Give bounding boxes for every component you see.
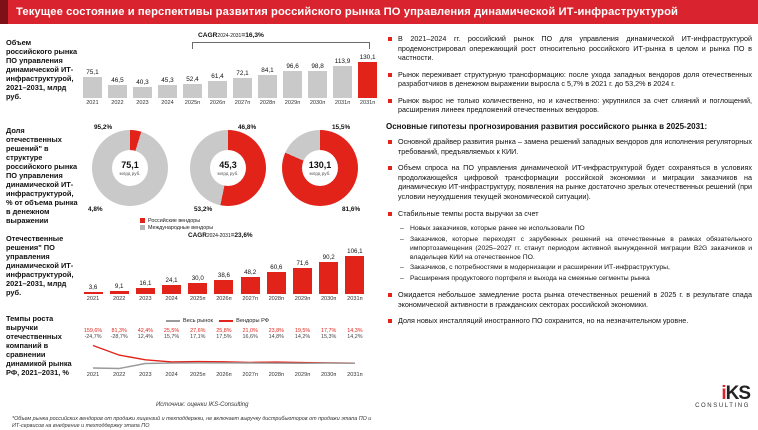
domestic-share-donuts [82, 122, 378, 232]
bar-series-domestic [82, 244, 378, 294]
bar-value: 60,6 [270, 264, 283, 272]
x-tick: 2031п [347, 372, 363, 378]
growth-svg [82, 344, 378, 370]
legend-label-market: Весь рынок [183, 318, 213, 324]
bar [108, 85, 127, 98]
bar-value: 48,2 [244, 268, 257, 276]
bar [183, 84, 202, 98]
growth-value-ru: 81,3% [111, 328, 127, 334]
growth-value-market: 15,3% [321, 334, 337, 340]
bar [293, 268, 312, 294]
bar-column [161, 244, 183, 294]
x-tick: 2027п [234, 100, 251, 106]
bar-value: 72,1 [236, 70, 249, 78]
bar-column [187, 244, 209, 294]
bar-value: 61,4 [211, 73, 224, 81]
growth-value-market: -28,7% [110, 334, 128, 340]
donut-2024-value: 45,3 [219, 159, 237, 170]
bar-value: 84,1 [261, 66, 274, 74]
bar [208, 81, 227, 98]
bar-value: 45,3 [161, 77, 174, 85]
bar-column [344, 244, 366, 294]
growth-value-ru: 42,4% [137, 328, 154, 334]
bar [84, 292, 103, 294]
page-title: Текущее состояние и перспективы развития российского рынка ПО управления динамической ИТ-инфраструктурой [16, 6, 679, 18]
x-tick: 2021 [86, 372, 100, 378]
x-tick: 2021 [86, 100, 99, 106]
x-tick: 2031п [347, 296, 363, 302]
logo-ks: KS [725, 383, 750, 404]
x-axis-market [82, 100, 378, 106]
bar-value: 16,1 [139, 280, 152, 288]
x-tick: 2022 [112, 372, 126, 378]
bar [241, 277, 260, 294]
bar [136, 288, 155, 294]
x-tick: 2029п [284, 100, 301, 106]
bullet-6: Стабильные темпы роста выручки за счет [386, 209, 752, 219]
legend-label-ru: Вендоры РФ [236, 318, 270, 324]
bar-column [318, 244, 340, 294]
bar-column [265, 244, 287, 294]
growth-lines-plot [82, 344, 378, 370]
x-tick: 2029п [294, 296, 311, 302]
legend-label-foreign: Международные вендоры [148, 225, 214, 232]
growth-value-market: 14,8% [268, 334, 284, 340]
legend-line-market [166, 320, 180, 322]
donut-2031-value: 130,1 [308, 159, 332, 170]
donut-2021 [88, 124, 180, 218]
bar [319, 262, 338, 294]
bar-value: 90,2 [322, 253, 335, 261]
bar-column [82, 50, 103, 98]
legend-swatch-foreign [140, 225, 145, 230]
bar [133, 87, 152, 98]
bar-value: 52,4 [186, 75, 199, 83]
bar [214, 280, 233, 294]
x-axis-growth [82, 372, 378, 378]
bar-column [307, 50, 328, 98]
logo [695, 383, 750, 409]
bar-value: 106,1 [347, 248, 363, 255]
bar-column [134, 244, 156, 294]
cagr-annotation-2: CAGR2024-2031=23,6% [188, 232, 253, 239]
growth-value-ru: 23,8% [268, 328, 284, 334]
bullet-5: Объем спроса на ПО управления динамической ИТ-инфраструктурой будет сохраняться в условиях продолжающейся цифровой трансформации российской экономики и миграции заказчиков на динамическую ИТ-инфраструктуру, появления на рынке достаточно зрелых отечественных решений (при условии неухудшения текущей экономической ситуации). [386, 163, 752, 201]
bullet-8: Доля новых инсталляций иностранного ПО сохранится, но на незначительном уровне. [386, 316, 752, 326]
cagr-brace-1 [192, 42, 370, 49]
bar-value: 71,6 [296, 260, 309, 268]
donut-2031-center [302, 150, 338, 186]
bar-value: 3,6 [88, 284, 98, 291]
x-tick: 2030п [320, 372, 337, 378]
x-tick: 2025п [190, 296, 206, 302]
right-text-column [386, 34, 752, 333]
x-tick: 2023 [139, 372, 152, 378]
bar-column [292, 244, 314, 294]
bar-value: 30,0 [191, 275, 204, 283]
x-tick: 2026п [216, 296, 232, 302]
x-tick: 2030п [320, 296, 337, 302]
header-accent-bar [0, 0, 8, 24]
logo-i: i [721, 383, 726, 404]
growth-value-market: 16,6% [242, 334, 258, 340]
x-tick: 2023 [136, 100, 149, 106]
bullet-2: Рынок переживает структурную трансформацию: после ухода западных вендоров доля отечественных разработчиков в денежном выражении выросла с 5,7% в 2021 г. до 53,2% в 2024 г. [386, 70, 752, 89]
label-market-volume: Объем российского рынка ПО управления динамической ИТ-инфраструктурой, 2021–2031, млрд руб. [6, 38, 78, 102]
growth-value-ru: 19,5% [294, 328, 311, 334]
sub-bullet-2: – Заказчиков, которые переходят с зарубежных решений на отечественные в рамках обязательного импортозамещения (2025–2027 гг. станут периодом активной вынужденной миграции B2G заказчиков и владельцев КИИ на отечественное ПО. [400, 236, 752, 262]
market-volume-bar-chart [82, 32, 378, 114]
x-tick: 2022 [112, 296, 126, 302]
donut-2024 [190, 124, 278, 218]
donut-2031-unit: млрд руб. [309, 170, 331, 176]
legend-line-ru [219, 320, 233, 322]
donut-legend [140, 218, 213, 233]
x-tick: 2022 [111, 100, 124, 106]
donut-2031 [282, 124, 370, 218]
sub-bullet-4: – Расширения продуктового портфеля и выхода на смежные сегменты рынка [400, 275, 752, 284]
growth-value-market: 17,1% [190, 334, 206, 340]
x-axis-domestic [82, 296, 378, 302]
bar [162, 285, 181, 294]
donut-2021-domestic-pct: 4,8% [88, 206, 103, 213]
label-domestic-share: Доля отечественных решений" в структуре российского рынка ПО управления динамической ИТ-инфраструктурой, % от объема рынка в денежном выражении [6, 126, 78, 226]
bar-value: 130,1 [359, 54, 376, 61]
growth-value-market: 12,4% [137, 334, 154, 340]
growth-value-market: 17,5% [216, 334, 232, 340]
x-tick: 2023 [139, 296, 152, 302]
bar [308, 71, 327, 98]
growth-row-market [82, 334, 378, 340]
donut-2021-value: 75,1 [121, 159, 139, 170]
bar [358, 62, 377, 98]
bar-column [357, 50, 378, 98]
growth-value-rows [82, 328, 378, 340]
growth-value-market: 15,7% [163, 334, 180, 340]
growth-value-market: 14,2% [294, 334, 311, 340]
logo-mark [695, 383, 750, 405]
bar-column [332, 50, 353, 98]
cagr-annotation-1: CAGR2024-2031=16,3% [198, 32, 264, 39]
donut-2024-unit: млрд руб. [217, 170, 239, 176]
bar-value: 113,9 [334, 58, 351, 66]
donut-2024-center [210, 150, 246, 186]
donut-2021-ring [92, 130, 168, 206]
bar [83, 77, 102, 98]
left-charts-column [6, 30, 378, 430]
growth-value-ru: 159,6% [83, 328, 103, 334]
x-tick: 2021 [86, 296, 100, 302]
bar-value: 46,5 [111, 77, 124, 85]
bullet-1: В 2021–2024 гг. российский рынок ПО для управления динамической ИТ-инфраструктурой продемонстрировал опережающий рост относительно российского ИТ-рынка в целом и рынка ПО в частности. [386, 34, 752, 63]
section-heading-hypotheses: Основные гипотезы прогнозирования развития российского рынка в 2025-2031: [386, 122, 708, 132]
bar-column [232, 50, 253, 98]
label-domestic-solutions: Отечественные решения" ПО управления динамической ИТ-инфраструктурой, 2021–2031, млрд руб. [6, 234, 74, 298]
x-tick: 2027п [242, 296, 258, 302]
bar-value: 98,8 [311, 62, 324, 70]
bar-column [257, 50, 278, 98]
growth-value-ru: 21,0% [242, 328, 258, 334]
donut-2031-domestic-pct: 81,6% [342, 206, 361, 213]
bar-column [282, 50, 303, 98]
bar [158, 85, 177, 98]
source-note: Источник: оценки IKS-Consulting [156, 402, 249, 408]
legend-swatch-domestic [140, 218, 145, 223]
x-tick: 2026п [216, 372, 232, 378]
growth-value-ru: 17,7% [321, 328, 337, 334]
bar-column [157, 50, 178, 98]
bullet-3: Рынок вырос не только количественно, но и качественно: укрупнился за счет слияний и поглощений, расширения линеек предложений отечественных вендоров. [386, 96, 752, 115]
x-tick: 2029п [294, 372, 311, 378]
bar-value: 40,3 [136, 78, 149, 86]
bar-column [82, 244, 104, 294]
growth-value-ru: 14,3% [347, 328, 363, 334]
bar [283, 71, 302, 98]
x-tick: 2030п [309, 100, 326, 106]
growth-value-market: 14,2% [347, 334, 363, 340]
x-tick: 2031п [359, 100, 376, 106]
bar [258, 75, 277, 98]
bar [233, 78, 252, 98]
growth-rate-chart [82, 318, 378, 384]
sub-bullet-1: – Новых заказчиков, которые ранее не использовали ПО [400, 225, 752, 234]
bar-value: 75,1 [86, 69, 99, 77]
bar-value: 24,1 [165, 277, 178, 285]
bar-column [207, 50, 228, 98]
x-tick: 2028п [259, 100, 276, 106]
legend-label-domestic: Российские вендоры [148, 218, 201, 224]
bar [110, 291, 129, 294]
bullet-7: Ожидается небольшое замедление роста рынка отечественных решений в 2025 г. в результате спада экономической активности в гражданских секторах российской экономики. [386, 290, 752, 309]
growth-legend [166, 318, 269, 324]
slide-header [0, 0, 758, 24]
bar-column [182, 50, 203, 98]
bar-series-market [82, 50, 378, 98]
bar-value: 9,1 [114, 282, 124, 290]
donut-2021-unit: млрд руб. [119, 170, 141, 176]
x-tick: 2024 [165, 296, 178, 302]
growth-value-ru: 27,6% [190, 328, 206, 334]
donut-2021-center [112, 150, 148, 186]
domestic-solutions-bar-chart [82, 232, 378, 312]
bar-column [239, 244, 261, 294]
x-tick: 2028п [268, 296, 285, 302]
x-tick: 2028п [268, 372, 285, 378]
growth-value-ru: 25,5% [163, 328, 180, 334]
bullet-4: Основной драйвер развития рынка – замена решений западных вендоров для исполнения регуляторных требований, предъявляемых к КИИ. [386, 137, 752, 156]
bar [333, 66, 352, 98]
x-tick: 2024 [161, 100, 174, 106]
bar-column [213, 244, 235, 294]
bar-column [132, 50, 153, 98]
bar [345, 256, 364, 294]
growth-value-ru: 25,8% [216, 328, 232, 334]
bar-value: 38,6 [217, 272, 230, 280]
bar [188, 283, 207, 294]
label-growth-rates: Темпы роста выручки отечественных компаний в сравнении динамикой рынка РФ, 2021–2031, % [6, 314, 72, 378]
x-tick: 2025п [190, 372, 206, 378]
donut-2031-foreign-pct: 15,5% [332, 124, 351, 131]
x-tick: 2025п [184, 100, 201, 106]
x-tick: 2026п [209, 100, 226, 106]
x-tick: 2027п [242, 372, 258, 378]
donut-2031-ring [282, 130, 358, 206]
bar-column [107, 50, 128, 98]
footnote: *Объем рынка российских вендоров от продажи лицензий и техподдержки, не включает выручку дистрибьюторов от продажи этапа ПО и ИТ-сервисов на внедрение и техподдержку этапа ПО [12, 416, 372, 430]
donut-2024-foreign-pct: 46,8% [238, 124, 257, 131]
donut-2021-foreign-pct: 95,2% [94, 124, 113, 131]
bar [267, 272, 286, 294]
bar-value: 96,6 [286, 63, 299, 71]
sub-bullet-3: – Заказчиков, с потребностями в модернизации и расширении ИТ-инфраструктуры, [400, 264, 752, 273]
donut-2024-ring [190, 130, 266, 206]
x-tick: 2031п [334, 100, 351, 106]
growth-value-market: -24,7% [84, 334, 102, 340]
logo-subtitle: CONSULTING [695, 403, 750, 409]
x-tick: 2024 [165, 372, 178, 378]
bar-column [108, 244, 130, 294]
donut-2024-domestic-pct: 53,2% [194, 206, 213, 213]
